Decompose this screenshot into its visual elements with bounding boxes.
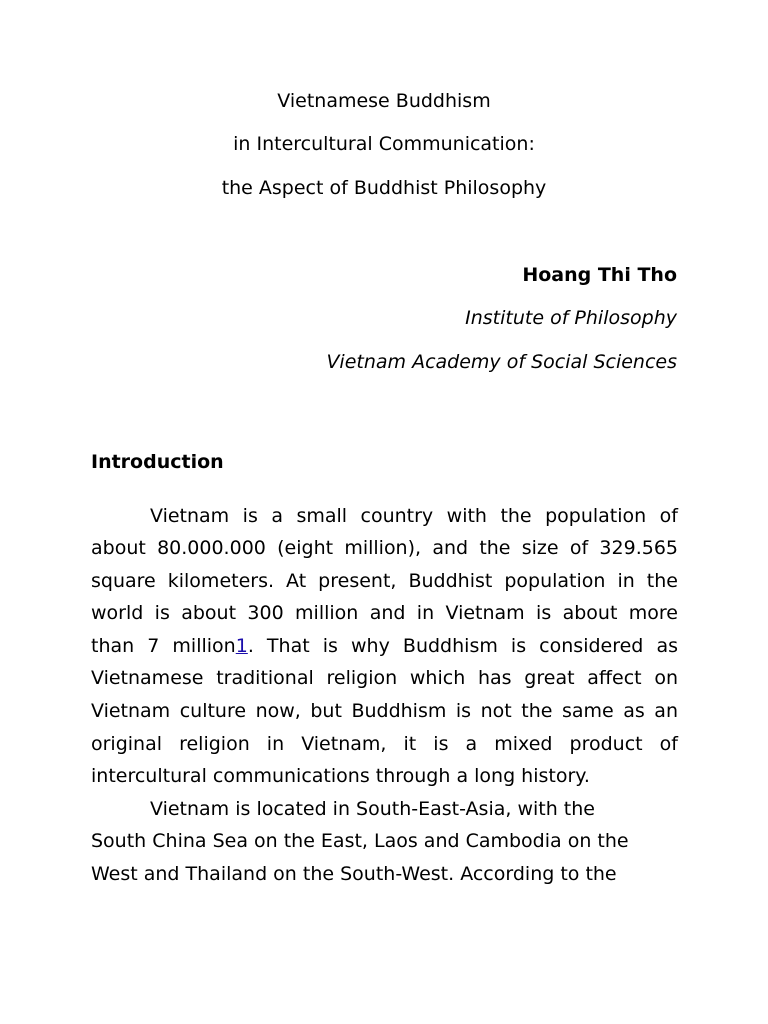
paragraph-line: intercultural communications through a long history. <box>91 765 590 787</box>
paragraph-line: square kilometers. At present, Buddhist population in the <box>91 570 678 592</box>
paragraph-line: Vietnamese traditional religion which has great affect on <box>91 667 678 689</box>
paragraph-line: West and Thailand on the South-West. According to the <box>91 863 617 885</box>
paragraph-line: South China Sea on the East, Laos and Cambodia on the <box>91 830 629 852</box>
paragraph-line: world is about 300 million and in Vietnam is about more <box>91 602 678 624</box>
paragraph-line: about 80.000.000 (eight million), and the size of 329.565 <box>91 537 678 559</box>
paragraph-line: Vietnam is located in South-East-Asia, with the <box>150 798 595 820</box>
author-affiliation-2: Vietnam Academy of Social Sciences <box>326 351 677 373</box>
author-name: Hoang Thi Tho <box>522 264 677 286</box>
title-line-2: in Intercultural Communication: <box>233 133 535 155</box>
author-affiliation-1: Institute of Philosophy <box>465 307 677 329</box>
paragraph-line: Vietnam is a small country with the population of <box>150 505 678 527</box>
paragraph-text: than 7 million <box>91 635 236 657</box>
paragraph-text: . That is why Buddhism is considered as <box>247 635 678 657</box>
footnote-link[interactable]: 1 <box>235 635 248 657</box>
paragraph-line: original religion in Vietnam, it is a mixed product of <box>91 733 678 755</box>
title-line-3: the Aspect of Buddhist Philosophy <box>221 177 547 199</box>
title-line-1: Vietnamese Buddhism <box>277 90 491 112</box>
paragraph-line-with-footnote <box>91 630 678 662</box>
paragraph-line: Vietnam culture now, but Buddhism is not the same as an <box>91 700 678 722</box>
section-heading: Introduction <box>91 451 224 473</box>
